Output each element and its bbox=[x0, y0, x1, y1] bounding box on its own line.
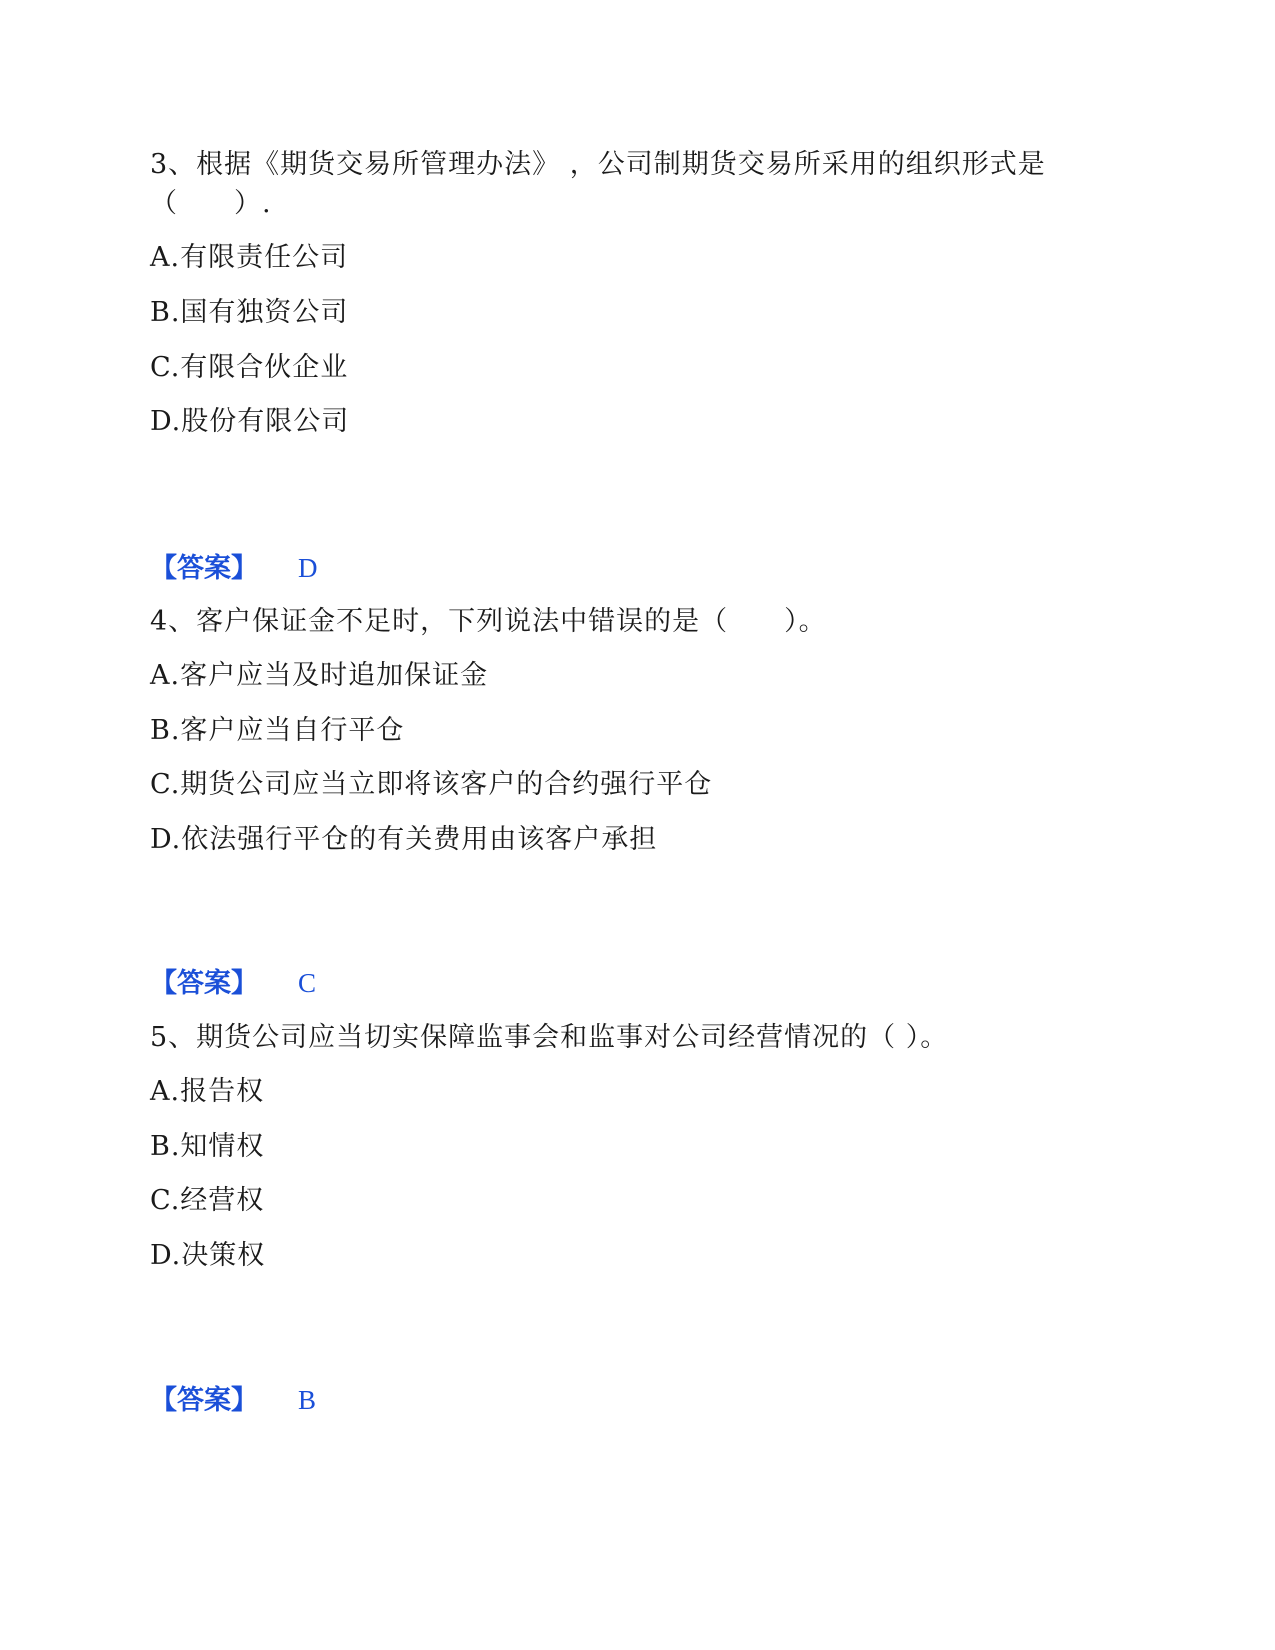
answer-value: D bbox=[298, 553, 318, 583]
question-3-option-d: D.股份有限公司 bbox=[150, 406, 350, 437]
question-4-stem: 4、客户保证金不足时，下列说法中错误的是（ ）。 bbox=[150, 606, 827, 637]
question-5-stem: 5、期货公司应当切实保障监事会和监事对公司经营情况的（ ）。 bbox=[150, 1022, 949, 1053]
answer-label: 【答案】 bbox=[150, 1385, 258, 1416]
question-5-option-a: A.报告权 bbox=[150, 1076, 265, 1107]
question-3-stem-line1: 3、根据《期货交易所管理办法》 ，公司制期货交易所采用的组织形式是 bbox=[150, 149, 1046, 180]
question-4-option-d: D.依法强行平仓的有关费用由该客户承担 bbox=[150, 824, 658, 855]
question-5-option-b: B.知情权 bbox=[150, 1131, 265, 1162]
answer-value: B bbox=[298, 1385, 317, 1415]
question-3-option-b: B.国有独资公司 bbox=[150, 297, 349, 328]
question-5-option-c: C.经营权 bbox=[150, 1185, 265, 1216]
question-4-answer bbox=[150, 965, 316, 1002]
question-5-answer bbox=[150, 1382, 316, 1419]
question-4-option-b: B.客户应当自行平仓 bbox=[150, 715, 405, 746]
answer-label: 【答案】 bbox=[150, 968, 258, 999]
question-3-stem-line2: （ ）. bbox=[150, 188, 272, 219]
answer-label: 【答案】 bbox=[150, 553, 258, 584]
question-4-option-a: A.客户应当及时追加保证金 bbox=[150, 660, 489, 691]
answer-value: C bbox=[298, 968, 317, 998]
question-4-option-c: C.期货公司应当立即将该客户的合约强行平仓 bbox=[150, 769, 713, 800]
question-3-answer bbox=[150, 550, 318, 587]
question-5-option-d: D.决策权 bbox=[150, 1240, 266, 1271]
question-3-option-c: C.有限合伙企业 bbox=[150, 352, 349, 383]
question-3-option-a: A.有限责任公司 bbox=[150, 242, 349, 273]
